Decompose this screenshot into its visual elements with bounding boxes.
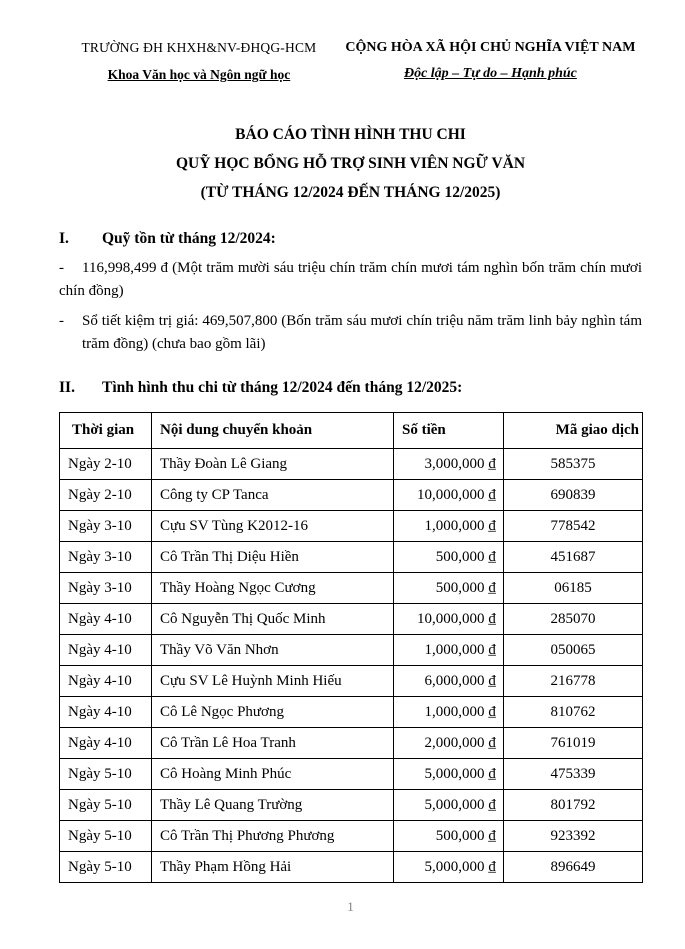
cell-amount: 5,000,000 ₫ [394, 852, 504, 883]
dash-marker: - [59, 260, 64, 276]
cell-date: Ngày 3-10 [60, 542, 152, 573]
cell-code: 050065 [504, 635, 643, 666]
cell-amount: 500,000 ₫ [394, 542, 504, 573]
table-row [60, 449, 643, 480]
cell-code: 451687 [504, 542, 643, 573]
title-line-3: (TỪ THÁNG 12/2024 ĐẾN THÁNG 12/2025) [200, 184, 501, 201]
cell-code: 690839 [504, 480, 643, 511]
document-header [59, 40, 642, 83]
national-title: CỘNG HÒA XÃ HỘI CHỦ NGHĨA VIỆT NAM [345, 40, 636, 55]
column-header-desc: Nội dung chuyển khoản [152, 413, 394, 449]
cell-amount: 1,000,000 ₫ [394, 511, 504, 542]
cell-desc: Cô Nguyễn Thị Quốc Minh [152, 604, 394, 635]
cell-amount: 500,000 ₫ [394, 821, 504, 852]
section-1-numeral: I. [59, 230, 69, 247]
table-row [60, 511, 643, 542]
table-row [60, 635, 643, 666]
cell-desc: Công ty CP Tanca [152, 480, 394, 511]
cell-desc: Thầy Đoàn Lê Giang [152, 449, 394, 480]
cell-date: Ngày 4-10 [60, 697, 152, 728]
cell-date: Ngày 4-10 [60, 604, 152, 635]
cell-date: Ngày 4-10 [60, 728, 152, 759]
cell-desc: Cựu SV Lê Huỳnh Minh Hiếu [152, 666, 394, 697]
cell-amount: 1,000,000 ₫ [394, 697, 504, 728]
org-name: TRƯỜNG ĐH KHXH&NV-ĐHQG-HCM [81, 40, 317, 55]
cell-date: Ngày 4-10 [60, 666, 152, 697]
cell-code: 06185 [504, 573, 643, 604]
cell-code: 761019 [504, 728, 643, 759]
cell-date: Ngày 5-10 [60, 790, 152, 821]
section-2-numeral: II. [59, 379, 75, 396]
cell-date: Ngày 3-10 [60, 573, 152, 604]
document-title [59, 120, 642, 207]
table-row [60, 790, 643, 821]
table-row [60, 480, 643, 511]
cell-desc: Cô Trần Thị Diệu Hiền [152, 542, 394, 573]
transactions-table-body [60, 449, 643, 883]
cell-desc: Thầy Phạm Hồng Hải [152, 852, 394, 883]
fund-balance-savings-item [59, 310, 642, 356]
cell-amount: 5,000,000 ₫ [394, 759, 504, 790]
title-line-1: BÁO CÁO TÌNH HÌNH THU CHI [235, 126, 466, 143]
transactions-table-header [60, 413, 643, 449]
cell-desc: Cô Trần Thị Phương Phương [152, 821, 394, 852]
cell-date: Ngày 2-10 [60, 449, 152, 480]
cell-amount: 1,000,000 ₫ [394, 635, 504, 666]
cell-date: Ngày 4-10 [60, 635, 152, 666]
cell-amount: 3,000,000 ₫ [394, 449, 504, 480]
cell-code: 475339 [504, 759, 643, 790]
cell-amount: 500,000 ₫ [394, 573, 504, 604]
fund-balance-cash-item [59, 257, 642, 303]
transactions-table [59, 412, 643, 883]
cell-desc: Thầy Võ Văn Nhơn [152, 635, 394, 666]
table-row [60, 604, 643, 635]
cell-desc: Cô Hoàng Minh Phúc [152, 759, 394, 790]
cell-desc: Cô Trần Lê Hoa Tranh [152, 728, 394, 759]
table-row [60, 728, 643, 759]
cell-amount: 10,000,000 ₫ [394, 604, 504, 635]
cell-date: Ngày 5-10 [60, 821, 152, 852]
cell-code: 810762 [504, 697, 643, 728]
section-1-heading-text: Quỹ tồn từ tháng 12/2024: [102, 230, 276, 247]
column-header-code: Mã giao dịch [504, 413, 643, 449]
cell-amount: 2,000,000 ₫ [394, 728, 504, 759]
cell-code: 585375 [504, 449, 643, 480]
table-row [60, 852, 643, 883]
cell-amount: 5,000,000 ₫ [394, 790, 504, 821]
national-header-block [339, 40, 642, 83]
dash-marker: - [59, 313, 64, 329]
column-header-date: Thời gian [60, 413, 152, 449]
column-header-amount: Số tiền [394, 413, 504, 449]
cell-code: 285070 [504, 604, 643, 635]
table-row [60, 821, 643, 852]
fund-balance-savings-text: Sổ tiết kiệm trị giá: 469,507,800 (Bốn trăm sáu mươi chín triệu năm trăm linh bảy nghìn tám trăm đồng) (chưa bao gồm lãi) [82, 313, 642, 352]
page-number: 1 [347, 899, 354, 914]
section-1-heading [59, 228, 642, 250]
table-row [60, 697, 643, 728]
table-row [60, 759, 643, 790]
cell-desc: Thầy Hoàng Ngọc Cương [152, 573, 394, 604]
title-line-2: QUỸ HỌC BỔNG HỖ TRỢ SINH VIÊN NGỮ VĂN [175, 155, 526, 172]
cell-amount: 10,000,000 ₫ [394, 480, 504, 511]
table-header-row [60, 413, 643, 449]
table-row [60, 666, 643, 697]
cell-desc: Thầy Lê Quang Trường [152, 790, 394, 821]
department-name: Khoa Văn học và Ngôn ngữ học [107, 67, 291, 82]
section-2-heading-text: Tình hình thu chi từ tháng 12/2024 đến tháng 12/2025: [102, 379, 463, 396]
table-row [60, 542, 643, 573]
cell-date: Ngày 5-10 [60, 759, 152, 790]
org-header-block [59, 40, 339, 83]
cell-desc: Cựu SV Tùng K2012-16 [152, 511, 394, 542]
cell-desc: Cô Lê Ngọc Phương [152, 697, 394, 728]
cell-date: Ngày 3-10 [60, 511, 152, 542]
cell-date: Ngày 2-10 [60, 480, 152, 511]
cell-date: Ngày 5-10 [60, 852, 152, 883]
national-motto: Độc lập – Tự do – Hạnh phúc [403, 66, 577, 81]
cell-amount: 6,000,000 ₫ [394, 666, 504, 697]
cell-code: 216778 [504, 666, 643, 697]
fund-balance-cash-text: 116,998,499 đ (Một trăm mười sáu triệu chín trăm chín mươi tám nghìn bốn trăm chín mươi chín đồng) [59, 260, 642, 299]
cell-code: 896649 [504, 852, 643, 883]
table-row [60, 573, 643, 604]
cell-code: 801792 [504, 790, 643, 821]
section-2-heading [59, 377, 642, 399]
cell-code: 923392 [504, 821, 643, 852]
cell-code: 778542 [504, 511, 643, 542]
